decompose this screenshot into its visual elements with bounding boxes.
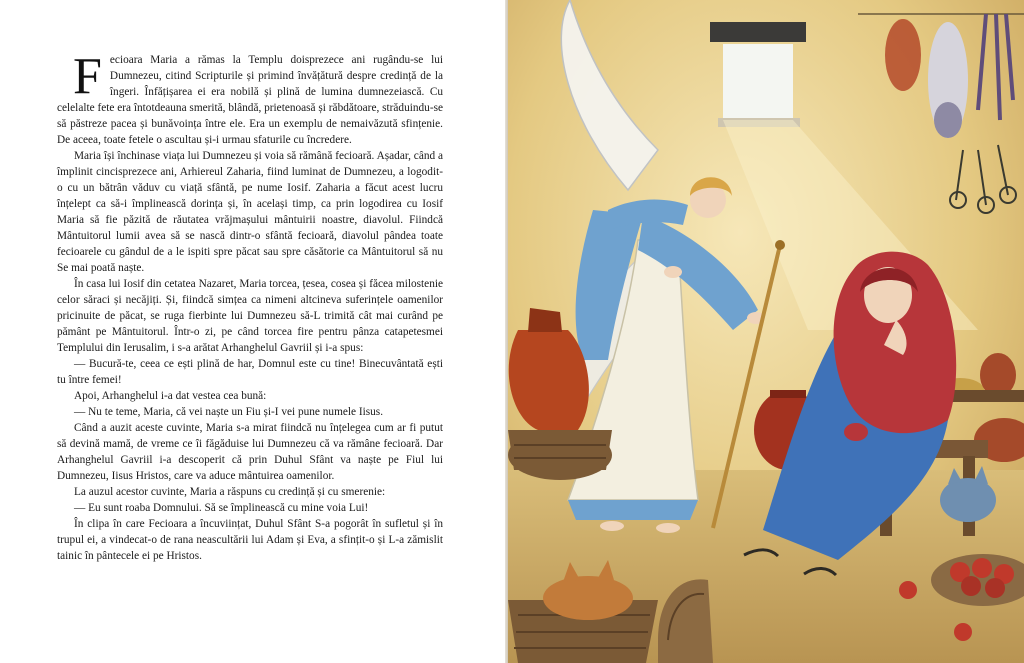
window-lintel	[710, 22, 806, 42]
paragraph-2: Maria își închinase viața lui Dumnezeu și voia să rămână fecioară. Așadar, când a împlinit cincisprezece ani, Arhiereul Zaharia, fiind luminat de Dumnezeu, a logodit-o cu un bătrân văduv cu viață sfântă, pe nume Iosif. Zaharia a făcut acest lucru înțelept ca să-i împlinească dorința și, în același timp, ca prin logodirea cu Iosif Maria să fie păzită de răutatea vrăjmașului mântuirii noastre, diavolul. Fiindcă Mântuitorul lumii avea să se nască dintr-o sfântă fecioară, diavolul pândea toate fecioarele cu gândul de a le ispiti spre păcat sau spre căsătorie ca Mântuitorul să nu Se mai poată naște.	[57, 150, 443, 274]
paragraph-9: — Eu sunt roaba Domnului. Să se împlinească cu mine voia Lui!	[74, 502, 369, 514]
paragraph-1	[57, 48, 443, 148]
illustration-page	[508, 0, 1024, 663]
paragraph-6: — Nu te teme, Maria, că vei naște un Fiu și-I vei pune numele Iisus.	[74, 406, 384, 418]
annunciation-illustration	[508, 0, 1024, 663]
window	[723, 44, 793, 120]
text-page	[0, 0, 506, 663]
paragraph-5: Apoi, Arhanghelul i-a dat vestea cea bună:	[74, 390, 267, 402]
paragraph-7: Când a auzit aceste cuvinte, Maria s-a mirat fiindcă nu înțelegea cum ar fi putut să devină mamă, de vreme ce îi făgăduise lui Dumnezeu că va rămâne fecioară. Dar Arhanghelul Gavriil i-a descoperit că prin Duhul Sfânt va naște pe Fiul lui Dumnezeu, Iisus Hristos, care va aduce mântuirea oamenilor.	[57, 422, 443, 482]
story-text	[57, 48, 443, 564]
paragraph-10: În clipa în care Fecioara a încuviințat, Duhul Sfânt S-a pogorât în sufletul și în trupul ei, a vindecat-o de rana neascultării lui Adam și Eva, a sfințit-o și L-a zămislit tainic în pântecele ei pe Hristos.	[57, 518, 443, 562]
paragraph-1-text: ecioara Maria a rămas la Templu doisprezece ani rugându-se lui Dumnezeu, citind Scripturile și primind învățătură despre credință de la îngeri. Înfățișarea ei era nobilă și plină de lumina dumnezeiască. Cu celelalte fete era întotdeauna smerită, blândă, prietenoasă și răbdătoare, străduindu-se să păstreze pacea și bunăvoința între ele. Era un exemplu de nemaivăzută sfințenie. De aceea, toate fetele o ascultau și-i urmau sfaturile cu încredere.	[57, 54, 443, 146]
drop-cap: F	[73, 48, 102, 105]
paragraph-3: În casa lui Iosif din cetatea Nazaret, Maria torcea, țesea, cosea și făcea milostenie celor săraci și necăjiți. Și, fiindcă simțea ca nimeni altcineva suferințele oamenilor pricinuite de păcat, se ruga fierbinte lui Dumnezeu să-L trimită cât mai curând pe pământ pe Mântuitorul. Într-o zi, pe când torcea fire pentru pânza catapetesmei Templului din Ierusalim, i s-a arătat Arhanghelul Gavriil și i-a spus:	[57, 278, 443, 354]
paragraph-8: La auzul acestor cuvinte, Maria a răspuns cu credință și cu smerenie:	[74, 486, 386, 498]
paragraph-4: — Bucură-te, ceea ce ești plină de har, Domnul este cu tine! Binecuvântată ești tu între femei!	[57, 358, 443, 386]
